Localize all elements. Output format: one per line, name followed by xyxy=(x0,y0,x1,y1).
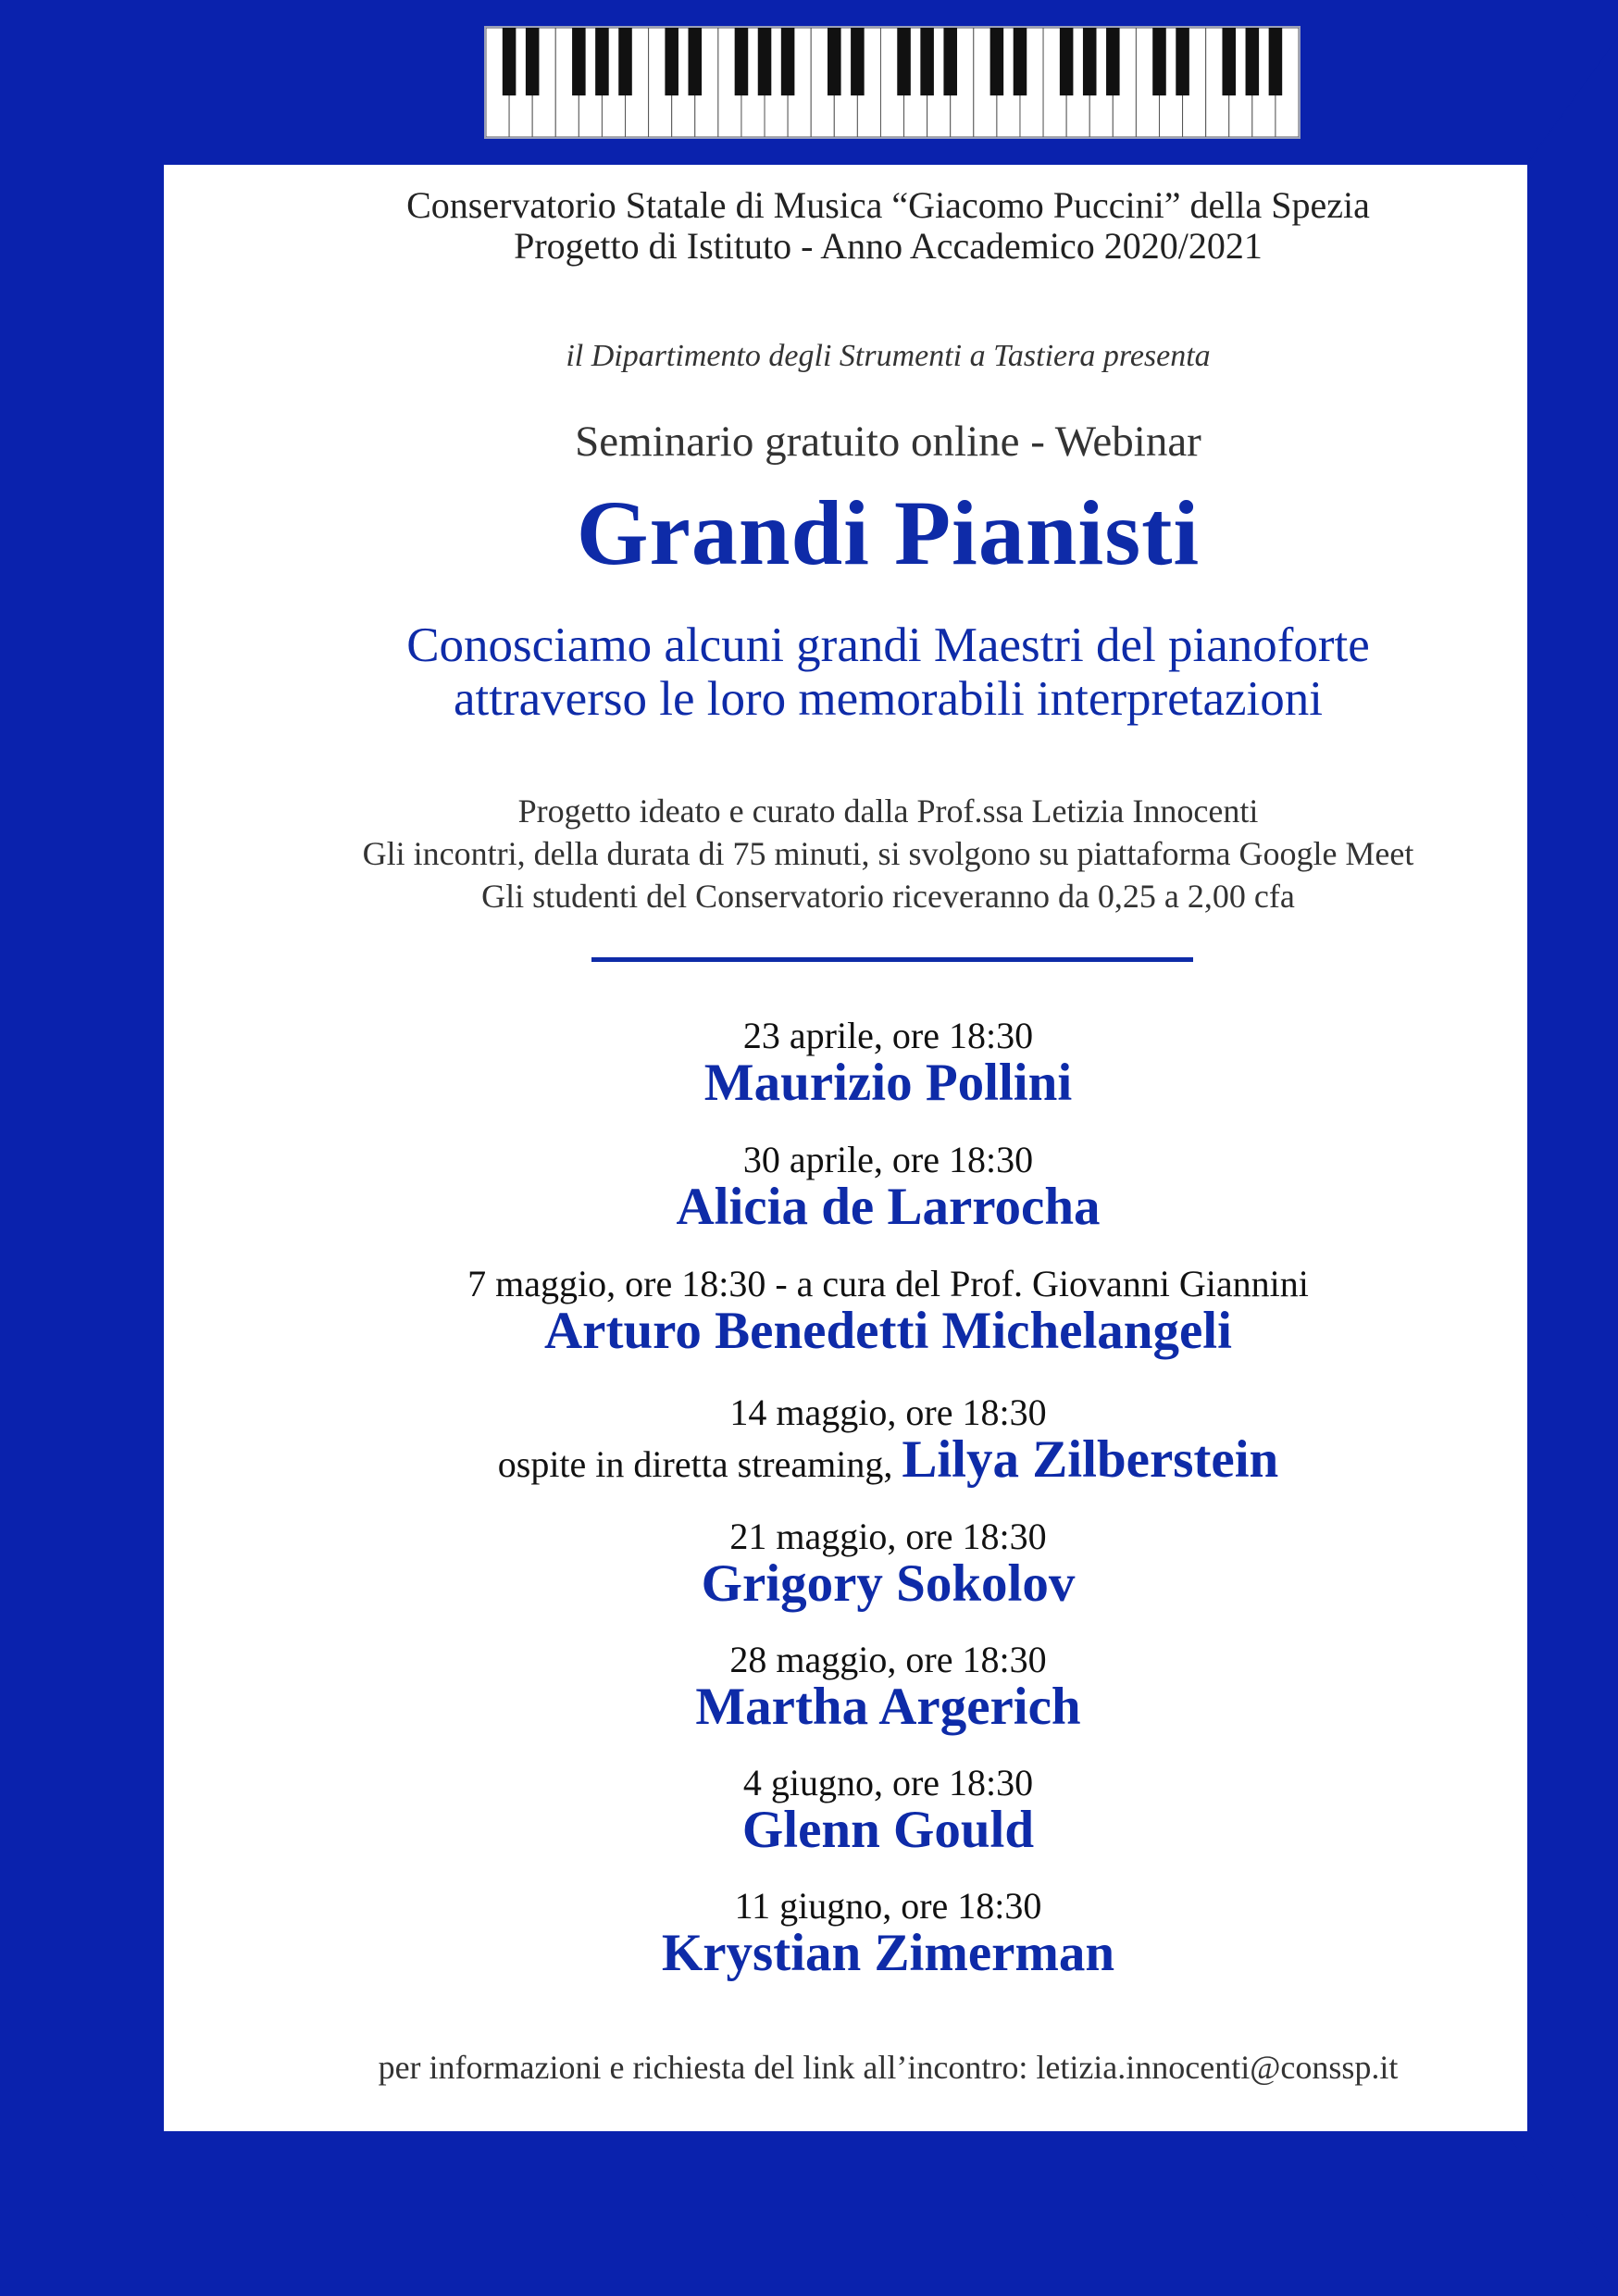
black-key xyxy=(851,28,865,95)
black-key xyxy=(735,28,749,95)
event-pianist: Alicia de Larrocha xyxy=(676,1178,1101,1236)
subtitle xyxy=(164,618,1612,726)
event-pianist: Martha Argerich xyxy=(695,1678,1081,1736)
event-item xyxy=(164,1393,1612,1492)
black-key xyxy=(920,28,934,95)
black-key xyxy=(665,28,678,95)
poster-content xyxy=(164,165,1597,2133)
event-date: 21 maggio, ore 18:30 xyxy=(729,1516,1047,1557)
event-item xyxy=(164,1141,1612,1235)
event-date: 14 maggio, ore 18:30 xyxy=(729,1391,1047,1433)
info-line-1: Progetto ideato e curato dalla Prof.ssa Letizia Innocenti xyxy=(517,792,1259,830)
subtitle-line-2: attraverso le loro memorabili interpretazioni xyxy=(454,672,1323,726)
black-key xyxy=(689,28,703,95)
institution-name: Conservatorio Statale di Musica “Giacomo Puccini” della Spezia xyxy=(406,184,1370,226)
black-key xyxy=(1106,28,1120,95)
black-key xyxy=(526,28,540,95)
black-key xyxy=(1176,28,1189,95)
department-line: il Dipartimento degli Strumenti a Tastiera presenta xyxy=(566,339,1211,373)
seminar-line: Seminario gratuito online - Webinar xyxy=(575,418,1201,466)
contact-line: per informazioni e richiesta del link all’incontro: letizia.innocenti@conssp.it xyxy=(378,2049,1399,2086)
event-pianist: Arturo Benedetti Michelangeli xyxy=(544,1302,1232,1360)
project-line: Progetto di Istituto - Anno Accademico 2020/2021 xyxy=(514,225,1263,267)
black-key xyxy=(897,28,911,95)
event-item xyxy=(164,1017,1612,1111)
black-key xyxy=(595,28,609,95)
event-prefix: ospite in diretta streaming, xyxy=(497,1443,902,1485)
event-pianist: Krystian Zimerman xyxy=(661,1924,1115,1982)
subtitle-line-1: Conosciamo alcuni grandi Maestri del pianoforte xyxy=(406,618,1370,672)
black-key xyxy=(781,28,795,95)
event-date: 11 giugno, ore 18:30 xyxy=(734,1885,1042,1927)
black-key xyxy=(1014,28,1027,95)
event-date: 7 maggio, ore 18:30 - a cura del Prof. Giovanni Giannini xyxy=(467,1263,1309,1304)
black-key xyxy=(1269,28,1283,95)
black-key xyxy=(572,28,586,95)
event-pianist: Glenn Gould xyxy=(741,1801,1035,1859)
black-key xyxy=(1222,28,1236,95)
event-date: 28 maggio, ore 18:30 xyxy=(729,1639,1047,1680)
institution-header xyxy=(164,185,1612,267)
black-key xyxy=(618,28,632,95)
black-key xyxy=(1152,28,1166,95)
event-pianist-line xyxy=(164,1432,1612,1492)
black-key xyxy=(828,28,841,95)
event-date: 30 aprile, ore 18:30 xyxy=(742,1139,1034,1180)
event-pianist: Grigory Sokolov xyxy=(701,1554,1076,1613)
black-key xyxy=(990,28,1004,95)
event-pianist: Maurizio Pollini xyxy=(703,1054,1073,1112)
piano-keyboard-icon xyxy=(484,26,1301,139)
black-key xyxy=(503,28,517,95)
black-key xyxy=(1083,28,1097,95)
event-item xyxy=(164,1641,1612,1735)
event-date: 4 giugno, ore 18:30 xyxy=(742,1762,1034,1803)
black-key xyxy=(758,28,772,95)
event-date: 23 aprile, ore 18:30 xyxy=(742,1015,1034,1056)
info-line-3: Gli studenti del Conservatorio riceveranno da 0,25 a 2,00 cfa xyxy=(481,878,1295,915)
event-item xyxy=(164,1517,1612,1612)
black-key xyxy=(943,28,957,95)
page-title: Grandi Pianisti xyxy=(576,481,1201,584)
black-key xyxy=(1060,28,1074,95)
event-item xyxy=(164,1887,1612,1981)
project-info xyxy=(164,790,1612,917)
black-key xyxy=(1246,28,1260,95)
info-line-2: Gli incontri, della durata di 75 minuti, si svolgono su piattaforma Google Meet xyxy=(362,835,1414,872)
divider xyxy=(591,957,1193,962)
event-pianist: Lilya Zilberstein xyxy=(902,1430,1279,1489)
event-item xyxy=(164,1265,1612,1359)
event-item xyxy=(164,1764,1612,1858)
